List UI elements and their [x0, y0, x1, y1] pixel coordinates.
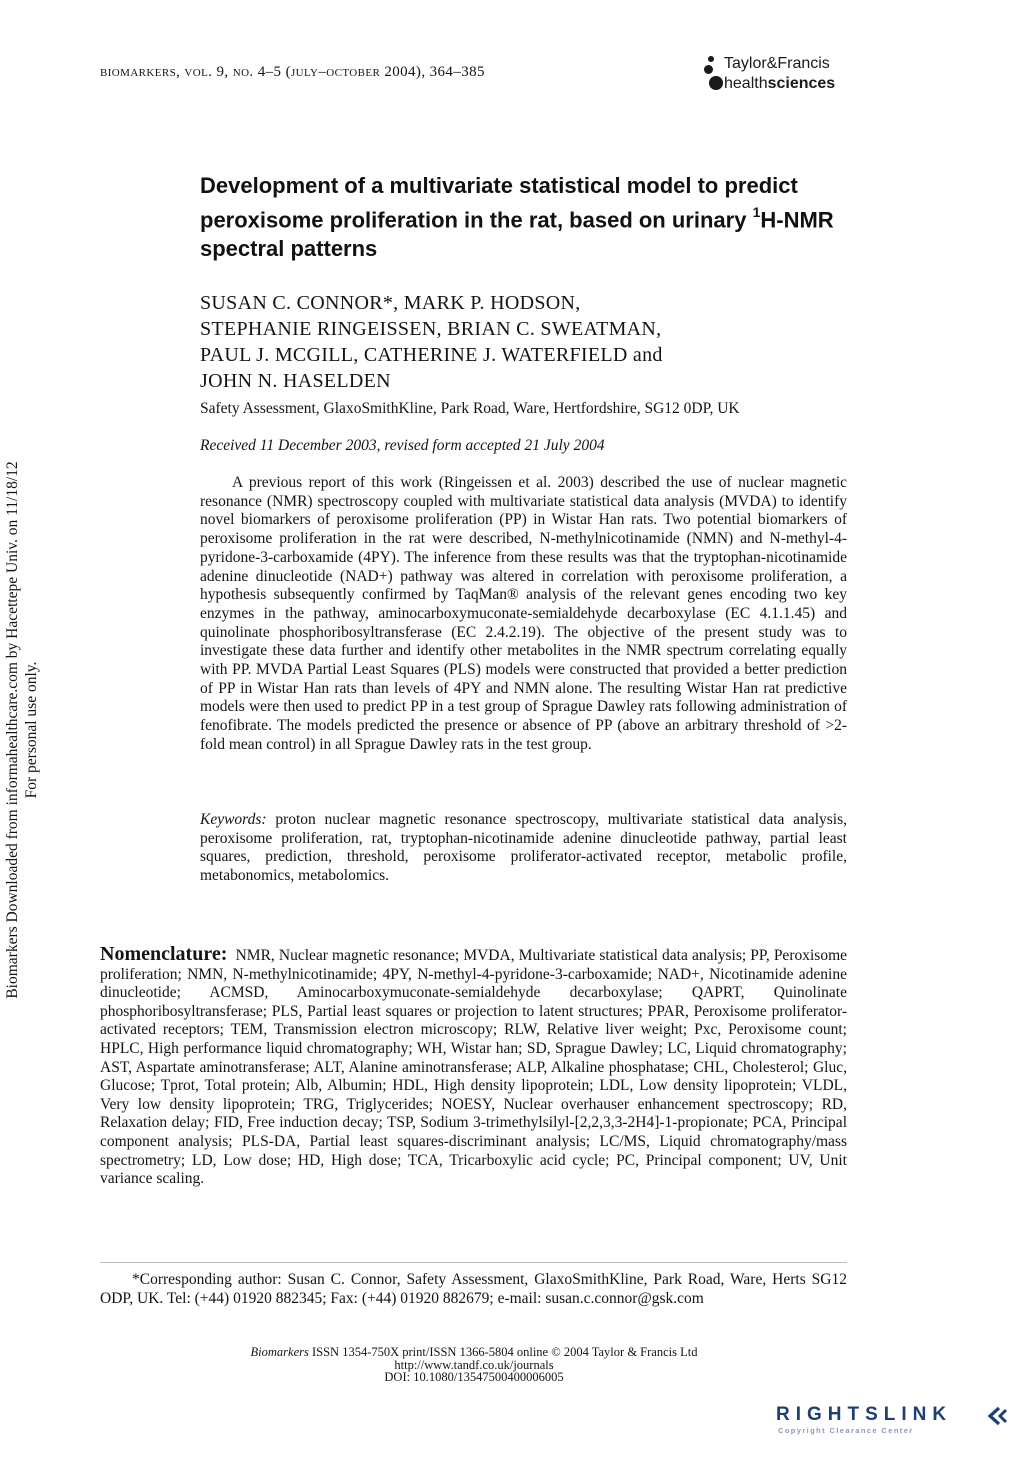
article-title [200, 171, 860, 263]
rightslink-logo [776, 1402, 1012, 1440]
nomenclature-label: Nomenclature: [100, 943, 228, 965]
publisher-logo [704, 54, 854, 98]
download-watermark [0, 440, 44, 1020]
corresponding-author-footnote: *Corresponding author: Susan C. Connor, Safety Assessment, GlaxoSmithKline, Park Road, Ware, Herts SG12 ODP, UK. Tel: (+44) 01920 882345; Fax: (+44) 01920 882679; e-mail: susan.c.connor@gsk.com [100, 1271, 847, 1307]
publisher-logo-line1: Taylor&Francis [724, 55, 830, 72]
doi: DOI: 10.1080/13547500400006005 [384, 1370, 564, 1384]
issn-text: ISSN 1354-750X print/ISSN 1366-5804 online © 2004 Taylor & Francis Ltd [308, 1345, 698, 1359]
keywords [200, 811, 847, 886]
affiliation: Safety Assessment, GlaxoSmithKline, Park Road, Ware, Hertfordshire, SG12 0DP, UK [200, 400, 740, 417]
journal-name: Biomarkers [250, 1345, 309, 1359]
received-dates: Received 11 December 2003, revised form accepted 21 July 2004 [200, 437, 605, 454]
watermark-line2: For personal use only. [23, 661, 40, 799]
author-line: STEPHANIE RINGEISSEN, BRIAN C. SWEATMAN, [200, 318, 662, 340]
author-line: PAUL J. MCGILL, CATHERINE J. WATERFIELD and [200, 344, 663, 366]
journal-citation: biomarkers, vol. 9, no. 4–5 (july–october 2004), 364–385 [100, 64, 485, 80]
abstract: A previous report of this work (Ringeissen et al. 2003) described the use of nuclear magnetic resonance (NMR) spectroscopy coupled with multivariate statistical data analysis (MVDA) to identify novel biomarkers of peroxisome proliferation (PP) in Wistar Han rats. Two potential biomarkers of peroxisome proliferation in the rat were described, N-methylnicotinamide (NMN) and N-methyl-4-pyridone-3-carboxamide (4PY). The inference from these results was that the tryptophan-nicotinamide adenine dinucleotide (NAD+) pathway was altered in correlation with peroxisome proliferation, a hypothesis subsequently confirmed by TaqMan® analysis of the relevant genes encoding two key enzymes in the pathway, aminocarboxymuconate-semialdehyde decarboxylase (EC 4.1.1.45) and quinolinate phosphoribosyltransferase (EC 2.4.2.19). The objective of the present study was to investigate these data further and identify other metabolites in the NMR spectrum correlating equally with PP. MVDA Partial Least Squares (PLS) models were constructed that provided a better prediction of PP in Wistar Han rats than levels of 4PY and NMN alone. The resulting Wistar Han rat predictive models were then used to predict PP in a test group of Sprague Dawley rats following administration of fenofibrate. The models predicted the presence or absence of PP (above an arbitrary threshold of >2-fold mean control) in all Sprague Dawley rats in the test group. [200, 474, 847, 753]
article-title-superscript: 1 [752, 204, 761, 220]
author-line: JOHN N. HASELDEN [200, 370, 391, 392]
nomenclature [100, 945, 847, 1189]
issn-line [200, 1346, 748, 1359]
footnote-divider [100, 1262, 847, 1263]
watermark-line1: Biomarkers Downloaded from informahealthcare.com by Hacettepe Univ. on 11/18/12 [4, 461, 21, 999]
author-line: SUSAN C. CONNOR*, MARK P. HODSON, [200, 292, 581, 314]
keywords-label: Keywords: [200, 811, 267, 828]
author-list [200, 290, 860, 394]
rightslink-wordmark: RIGHTSLINK [776, 1404, 953, 1425]
keywords-text: proton nuclear magnetic resonance spectroscopy, multivariate statistical data analysis, peroxisome proliferation, rat, tryptophan-nicotinamide adenine dinucleotide pathway, partial least squares, prediction, threshold, peroxisome proliferator-activated receptor, metabolic profile, metabonomics, metabolomics. [200, 811, 847, 885]
nomenclature-text: NMR, Nuclear magnetic resonance; MVDA, Multivariate statistical data analysis; PP, Peroxisome proliferation; NMN, N-methylnicotinamide; 4PY, N-methyl-4-pyridone-3-carboxamide; NAD+, Nicotinamide adenine dinucleotide; ACMSD, Aminocarboxymuconate-semialdehyde decarboxylase; QAPRT, Quinolinate phosphoribosyltransferase; PLS, Partial least squares or projection to latent structures; PPAR, Peroxisome proliferator-activated receptors; TEM, Transmission electron microscopy; RLW, Relative liver weight; Pxc, Peroxisome count; HPLC, High performance liquid chromatography; WH, Wistar han; SD, Sprague Dawley; LC, Liquid chromatography; AST, Aspartate aminotransferase; ALT, Alanine aminotransferase; ALP, Alkaline phosphatase; CHL, Cholesterol; Gluc, Glucose; Tprot, Total protein; Alb, Albumin; HDL, High density lipoprotein; LDL, Low density lipoprotein; VLDL, Very low density lipoprotein; TRG, Triglycerides; NOESY, Nuclear overhauser enhancement spectroscopy; RD, Relaxation delay; FID, Free induction decay; TSP, Sodium 3-trimethylsilyl-[2,2,3,3-2H4]-1-propionate; PCA, Principal component analysis; PLS-DA, Partial least squares-discriminant analysis; LC/MS, Liquid chromatography/mass spectrometry; LD, Low dose; HD, High dose; TCA, Tricarboxylic acid cycle; PC, Principal component; UV, Unit variance scaling. [100, 947, 847, 1188]
publisher-logo-icon [704, 56, 726, 96]
rightslink-arrow-icon [986, 1406, 1008, 1426]
publisher-logo-line2: healthsciences [724, 75, 836, 92]
article-title-part2: H-NMR spectral patterns [200, 207, 834, 262]
article-title-part1: Development of a multivariate statistical model to predict peroxisome proliferation in the rat, based on urinary [200, 173, 798, 233]
rightslink-subtitle: Copyright Clearance Center [778, 1426, 914, 1435]
journal-url[interactable]: http://www.tandf.co.uk/journals [394, 1357, 554, 1372]
publication-info [200, 1346, 748, 1384]
